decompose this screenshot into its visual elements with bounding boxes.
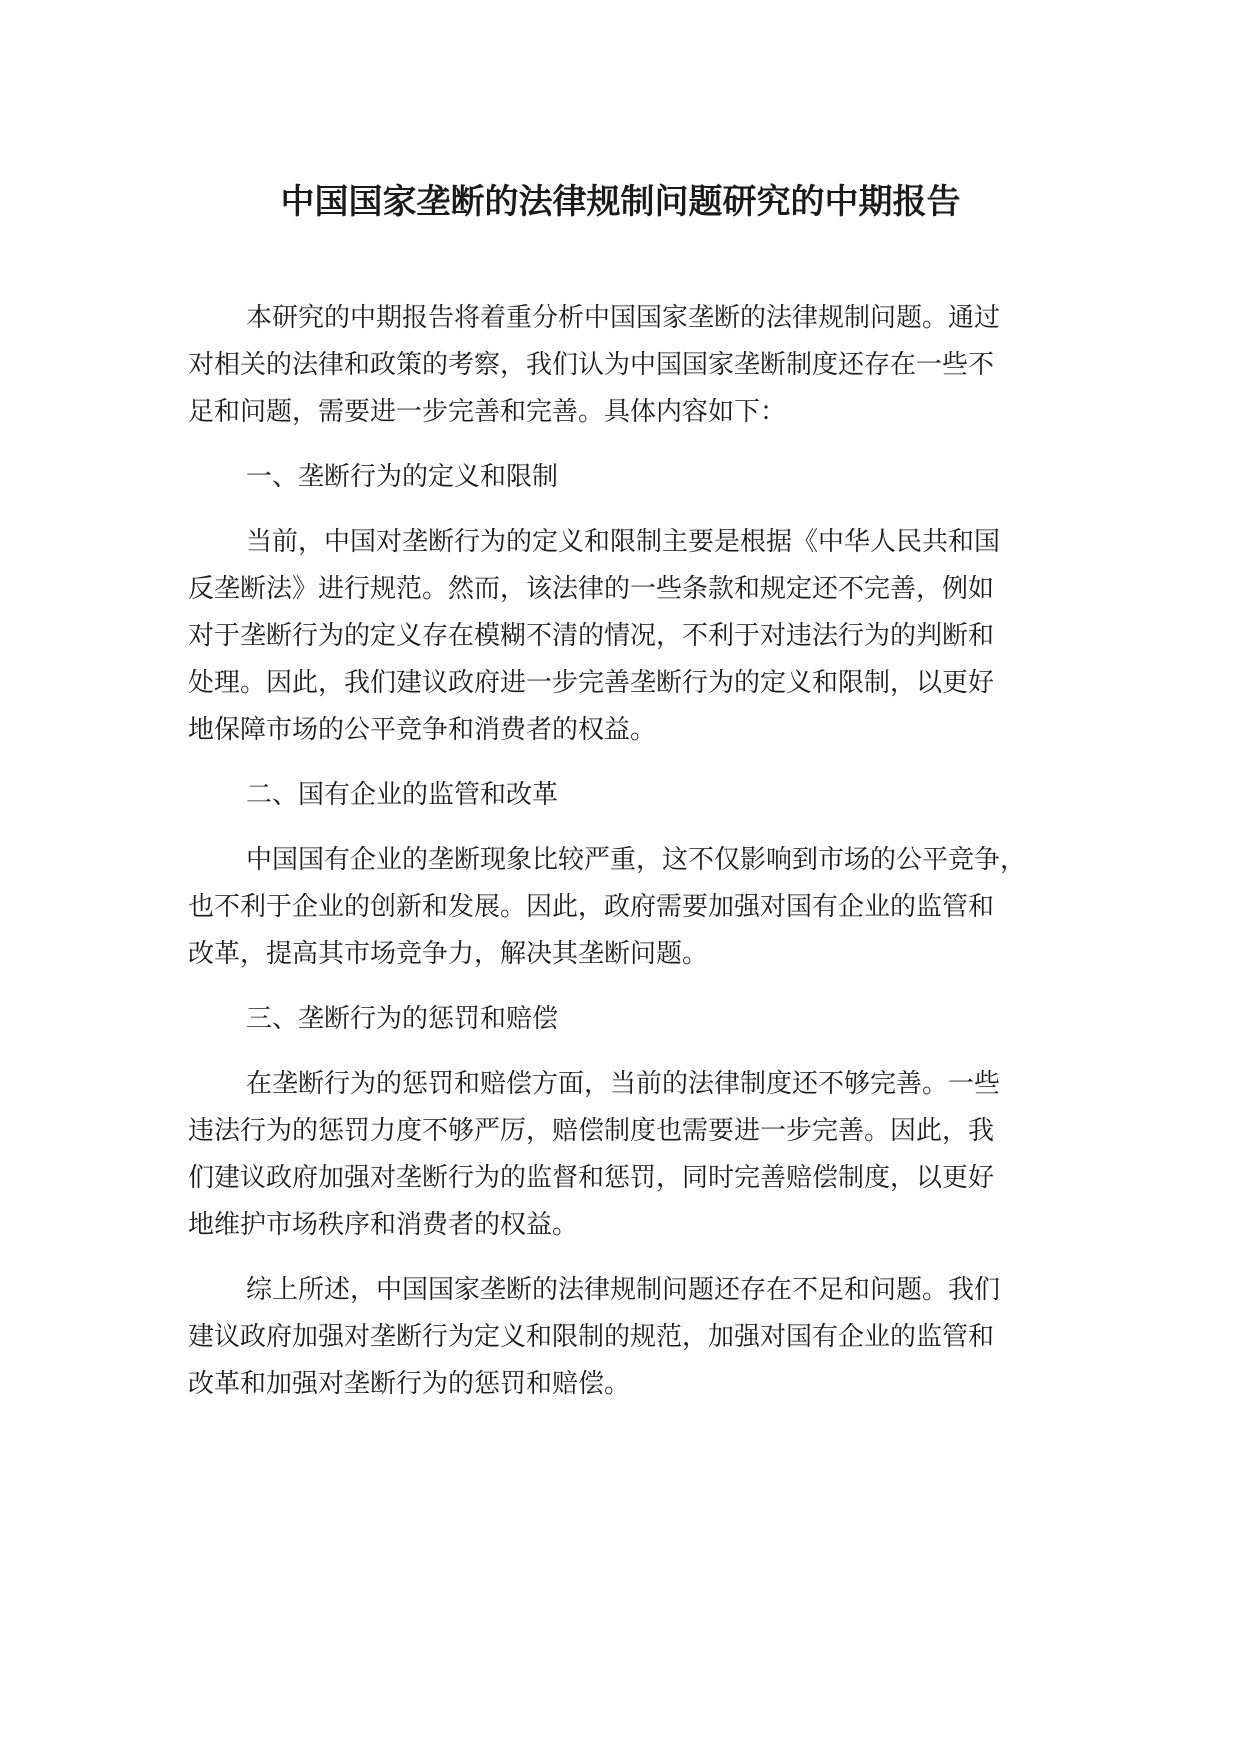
text-line: 在垄断行为的惩罚和赔偿方面，当前的法律制度还不够完善。一些 [246, 1069, 1001, 1099]
text-line: 当前，中国对垄断行为的定义和限制主要是根据《中华人民共和国 [246, 527, 1001, 557]
section-heading-1 [188, 454, 1080, 501]
text-line: 违法行为的惩罚力度不够严厉，赔偿制度也需要进一步完善。因此，我 [188, 1116, 995, 1146]
text-line: 本研究的中期报告将着重分析中国国家垄断的法律规制问题。通过 [246, 303, 1001, 333]
text-line: 对相关的法律和政策的考察，我们认为中国国家垄断制度还存在一些不 [188, 350, 995, 380]
document-body [188, 295, 1080, 1408]
text-line: 一、垄断行为的定义和限制 [246, 462, 559, 492]
text-line: 地维护市场秩序和消费者的权益。 [188, 1210, 579, 1240]
paragraph-section-2 [188, 837, 1080, 978]
text-line: 建议政府加强对垄断行为定义和限制的规范，加强对国有企业的监管和 [188, 1322, 995, 1352]
text-line: 三、垄断行为的惩罚和赔偿 [246, 1004, 559, 1034]
section-heading-2 [188, 772, 1080, 819]
text-line: 改革，提高其市场竞争力，解决其垄断问题。 [188, 939, 709, 969]
text-line: 们建议政府加强对垄断行为的监督和惩罚，同时完善赔偿制度，以更好 [188, 1163, 995, 1193]
text-line: 中国国有企业的垄断现象比较严重，这不仅影响到市场的公平竞争， [246, 845, 1027, 875]
text-line: 对于垄断行为的定义存在模糊不清的情况，不利于对违法行为的判断和 [188, 621, 995, 651]
paragraph-conclusion [188, 1267, 1080, 1408]
section-heading-3 [188, 996, 1080, 1043]
paragraph-section-1 [188, 519, 1080, 754]
paragraph-intro [188, 295, 1080, 436]
text-line: 改革和加强对垄断行为的惩罚和赔偿。 [188, 1369, 631, 1399]
document-title: 中国国家垄断的法律规制问题研究的中期报告 [280, 182, 961, 222]
text-line: 反垄断法》进行规范。然而，该法律的一些条款和规定还不完善，例如 [188, 574, 995, 604]
text-line: 足和问题，需要进一步完善和完善。具体内容如下： [188, 397, 787, 427]
text-line: 也不利于企业的创新和发展。因此，政府需要加强对国有企业的监管和 [188, 892, 995, 922]
text-line: 二、国有企业的监管和改革 [246, 780, 559, 810]
text-line: 地保障市场的公平竞争和消费者的权益。 [188, 715, 657, 745]
text-line: 处理。因此，我们建议政府进一步完善垄断行为的定义和限制，以更好 [188, 668, 995, 698]
paragraph-section-3 [188, 1061, 1080, 1249]
text-line: 综上所述，中国国家垄断的法律规制问题还存在不足和问题。我们 [246, 1275, 1001, 1305]
